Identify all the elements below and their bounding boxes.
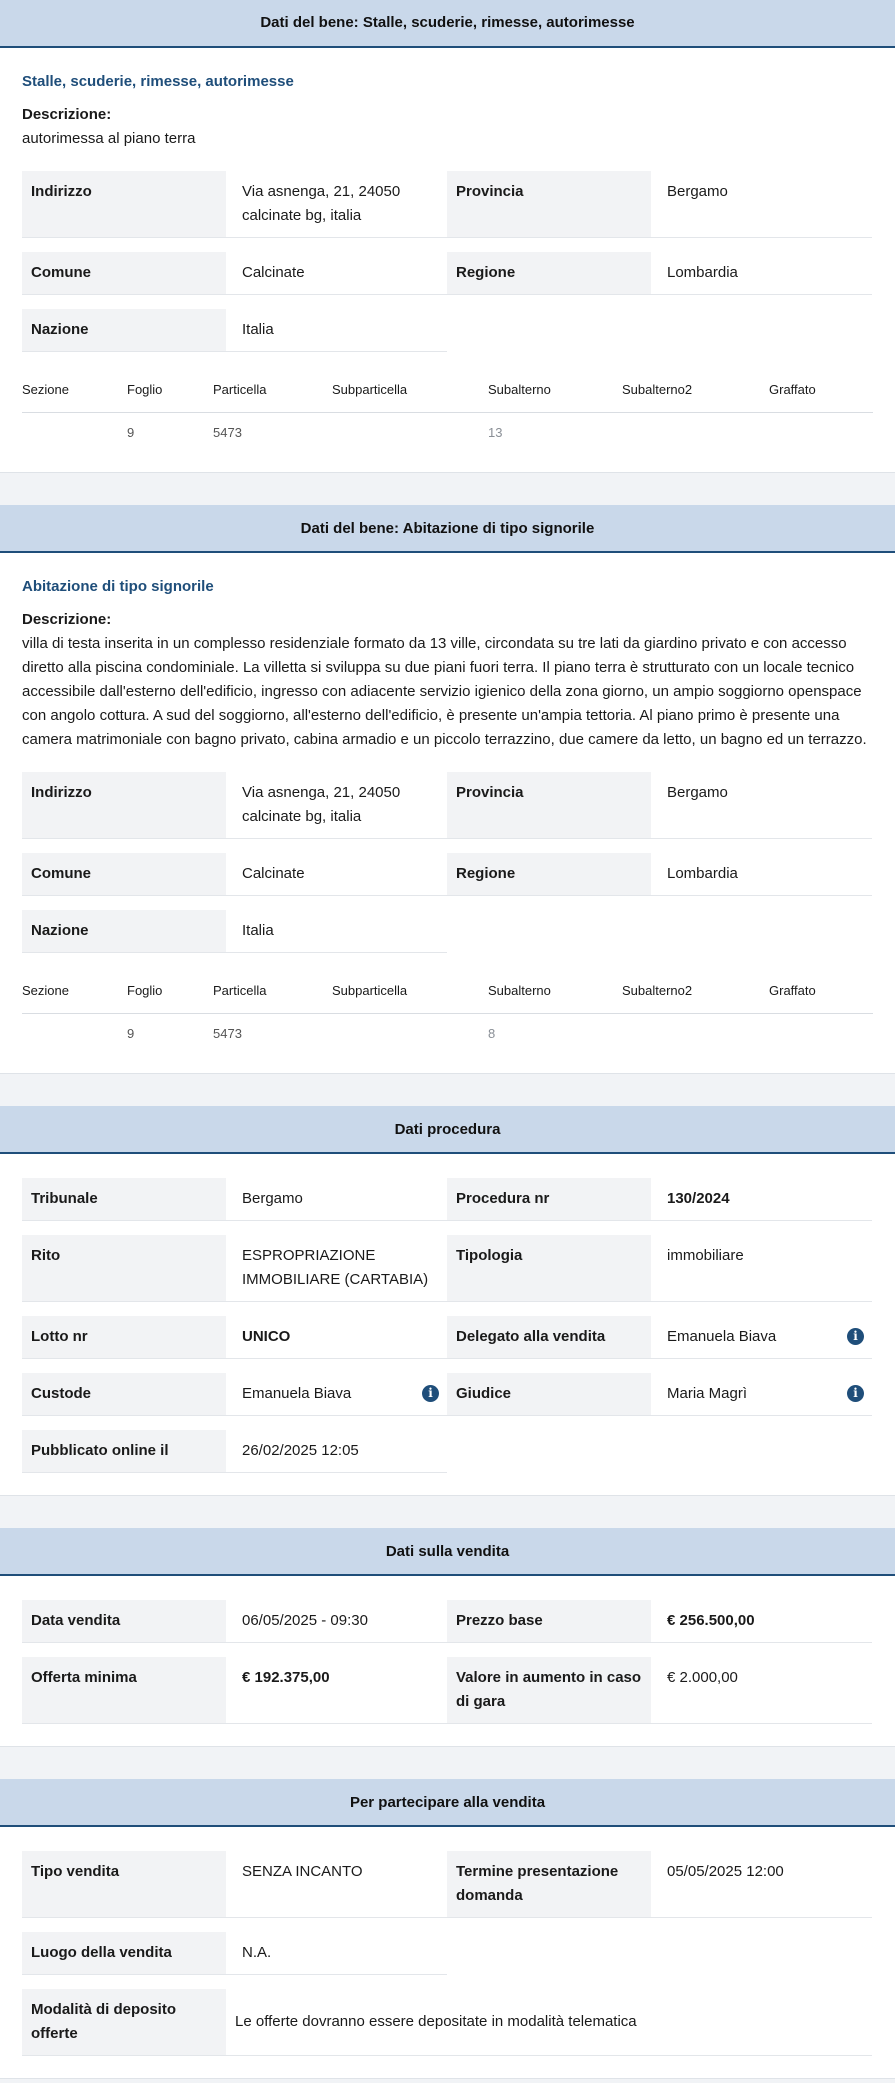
- field-provincia: [447, 171, 872, 238]
- catasto-cell: [332, 1013, 488, 1051]
- field-giudice: [447, 1373, 872, 1416]
- section-header: Dati del bene: Stalle, scuderie, rimesse, autorimesse: [0, 0, 895, 48]
- field-label: Comune: [22, 252, 226, 294]
- info-icon[interactable]: i: [847, 1385, 864, 1402]
- field-label: Lotto nr: [22, 1316, 226, 1358]
- field-value: Lombardia: [667, 263, 738, 281]
- catasto-header: Sezione: [22, 981, 127, 1014]
- catasto-header-row: [22, 981, 873, 1014]
- field-label: Tipo vendita: [22, 1851, 226, 1917]
- field-value: € 192.375,00: [242, 1669, 330, 1687]
- field-value: [226, 1373, 447, 1415]
- catasto-cell: 13: [488, 425, 503, 441]
- field-nazione: [22, 910, 447, 953]
- field-value: UNICO: [242, 1328, 291, 1346]
- field-label: Prezzo base: [447, 1600, 651, 1642]
- catasto-table: [22, 981, 873, 1052]
- field-label: Data vendita: [22, 1600, 226, 1642]
- partecipare-card: [0, 1779, 895, 2079]
- field-label: Regione: [447, 252, 651, 294]
- field-value: immobiliare: [667, 1247, 744, 1265]
- field-value: SENZA INCANTO: [242, 1863, 363, 1881]
- field-value: Italia: [242, 921, 274, 939]
- field-pubblicato: [22, 1430, 447, 1473]
- bene-title: Abitazione di tipo signorile: [22, 578, 214, 596]
- field-indirizzo: [22, 171, 447, 238]
- field-regione: [447, 853, 872, 896]
- field-value: ESPROPRIAZIONE IMMOBILIARE (CARTABIA): [242, 1247, 429, 1289]
- catasto-header-row: [22, 380, 873, 413]
- field-prezzo-base: [447, 1600, 872, 1643]
- field-label: Giudice: [447, 1373, 651, 1415]
- catasto-cell: [769, 1013, 873, 1051]
- catasto-header: Graffato: [769, 380, 873, 413]
- catasto-header: Subalterno: [488, 380, 622, 413]
- field-value: Bergamo: [667, 783, 728, 801]
- catasto-header: Subalterno2: [622, 380, 769, 413]
- catasto-cell: [622, 1013, 769, 1051]
- field-label: Nazione: [22, 309, 226, 351]
- field-label: Custode: [22, 1373, 226, 1415]
- catasto-header: Subparticella: [332, 380, 488, 413]
- catasto-cell: 5473: [213, 1026, 242, 1042]
- field-value: Le offerte dovranno essere depositate in modalità telematica: [235, 2013, 637, 2031]
- description-label: Descrizione:: [22, 611, 112, 629]
- catasto-header: Particella: [213, 981, 332, 1014]
- catasto-header: Subparticella: [332, 981, 488, 1014]
- field-value: [651, 1373, 872, 1415]
- field-value: Via asnenga, 21, 24050 calcinate bg, italia: [242, 182, 401, 224]
- field-label: Valore in aumento in caso di gara: [447, 1657, 651, 1723]
- field-label: Tipologia: [447, 1235, 651, 1301]
- field-custode: [22, 1373, 447, 1416]
- field-value: 130/2024: [667, 1190, 730, 1208]
- table-row: [22, 1013, 873, 1051]
- catasto-cell: [332, 412, 488, 450]
- field-indirizzo: [22, 772, 447, 839]
- delegato-name: Emanuela Biava: [667, 1328, 777, 1346]
- section-header: Per partecipare alla vendita: [0, 1779, 895, 1827]
- catasto-cell: 9: [127, 425, 135, 441]
- field-label: Nazione: [22, 910, 226, 952]
- field-regione: [447, 252, 872, 295]
- description-text: autorimessa al piano terra: [22, 129, 196, 147]
- field-value: 06/05/2025 - 09:30: [242, 1612, 368, 1630]
- description-text: villa di testa inserita in un complesso residenziale formato da 13 ville, circondata su tre lati da giardino privato e con accesso diretto alla piscina condominiale. La villetta si sviluppa su due piani fuori terra. Il piano terra è strutturato con un locale tecnico accessibile dall'esterno dell'edificio, ingresso con adiacente servizio igienico della zona giorno, un ampio soggiorno openspace con angolo cottura. A sud del soggiorno, all'esterno dell'edificio, è presente un'ampia tettoria. Al piano primo è presente una camera matrimoniale con bagno privato, cabina armadio e un piccolo terrazzino, due camere da letto, un bagno ed un terrazzo.: [22, 634, 867, 748]
- field-valore-aumento: [447, 1657, 872, 1724]
- field-comune: [22, 252, 447, 295]
- field-comune: [22, 853, 447, 896]
- catasto-cell: [622, 412, 769, 450]
- field-label: Delegato alla vendita: [447, 1316, 651, 1358]
- bene-title: Stalle, scuderie, rimesse, autorimesse: [22, 73, 294, 90]
- field-label: Tribunale: [22, 1178, 226, 1220]
- field-luogo: [22, 1932, 447, 1975]
- catasto-cell: [22, 412, 127, 450]
- field-label: Comune: [22, 853, 226, 895]
- field-tipo-vendita: [22, 1851, 447, 1918]
- field-nazione: [22, 309, 447, 352]
- field-value: 26/02/2025 12:05: [242, 1442, 359, 1460]
- bene-card-2: [0, 505, 895, 1074]
- field-value: Bergamo: [242, 1190, 303, 1208]
- field-value: Via asnenga, 21, 24050 calcinate bg, italia: [242, 783, 401, 825]
- catasto-header: Graffato: [769, 981, 873, 1014]
- field-label: Modalità di deposito offerte: [22, 1989, 226, 2055]
- field-value: Bergamo: [667, 182, 728, 200]
- field-procedura-nr: [447, 1178, 872, 1221]
- field-value: Lombardia: [667, 864, 738, 882]
- field-label: Rito: [22, 1235, 226, 1301]
- field-value: Italia: [242, 320, 274, 338]
- info-icon[interactable]: i: [847, 1328, 864, 1345]
- catasto-cell: 9: [127, 1026, 135, 1042]
- field-label: Luogo della vendita: [22, 1932, 226, 1974]
- field-label: Indirizzo: [22, 772, 226, 838]
- section-header: Dati sulla vendita: [0, 1528, 895, 1576]
- field-label: Procedura nr: [447, 1178, 651, 1220]
- field-value: Calcinate: [242, 864, 305, 882]
- field-label: Indirizzo: [22, 171, 226, 237]
- catasto-header: Foglio: [127, 981, 213, 1014]
- catasto-table: [22, 380, 873, 451]
- catasto-cell: 8: [488, 1026, 496, 1042]
- field-label: Provincia: [447, 772, 651, 838]
- catasto-cell: 5473: [213, 425, 242, 441]
- field-value: € 2.000,00: [667, 1669, 738, 1687]
- field-tipologia: [447, 1235, 872, 1302]
- procedura-card: [0, 1106, 895, 1496]
- field-data-vendita: [22, 1600, 447, 1643]
- description-label: Descrizione:: [22, 106, 112, 124]
- section-header: Dati del bene: Abitazione di tipo signorile: [0, 505, 895, 553]
- field-label: Pubblicato online il: [22, 1430, 226, 1472]
- field-value: € 256.500,00: [667, 1612, 755, 1630]
- field-lotto: [22, 1316, 447, 1359]
- field-label: Offerta minima: [22, 1657, 226, 1723]
- field-termine: [447, 1851, 872, 1918]
- field-offerta-minima: [22, 1657, 447, 1724]
- giudice-name: Maria Magrì: [667, 1385, 748, 1403]
- field-value: 05/05/2025 12:00: [667, 1863, 784, 1881]
- field-label: Provincia: [447, 171, 651, 237]
- catasto-header: Foglio: [127, 380, 213, 413]
- catasto-header: Sezione: [22, 380, 127, 413]
- bene-card-1: [0, 0, 895, 473]
- field-label: Termine presentazione domanda: [447, 1851, 651, 1917]
- field-deposito: [22, 1989, 872, 2056]
- catasto-header: Subalterno: [488, 981, 622, 1014]
- field-value: Calcinate: [242, 263, 305, 281]
- info-icon[interactable]: i: [422, 1385, 439, 1402]
- section-header: Dati procedura: [0, 1106, 895, 1154]
- field-label: Regione: [447, 853, 651, 895]
- catasto-cell: [769, 412, 873, 450]
- catasto-cell: [22, 1013, 127, 1051]
- field-value: [651, 1316, 872, 1358]
- field-delegato: [447, 1316, 872, 1359]
- catasto-header: Particella: [213, 380, 332, 413]
- custode-name: Emanuela Biava: [242, 1385, 352, 1403]
- vendita-card: [0, 1528, 895, 1747]
- field-value: N.A.: [242, 1944, 272, 1962]
- field-rito: [22, 1235, 447, 1302]
- field-provincia: [447, 772, 872, 839]
- catasto-header: Subalterno2: [622, 981, 769, 1014]
- table-row: [22, 412, 873, 450]
- field-tribunale: [22, 1178, 447, 1221]
